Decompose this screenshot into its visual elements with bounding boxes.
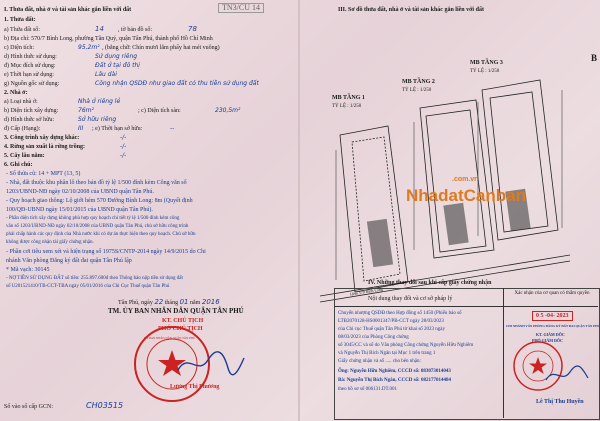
registry-value: CH03515 xyxy=(86,401,124,410)
other-works-value: -/- xyxy=(120,134,127,141)
other-works-heading: 3. Công trình xây dựng khác: xyxy=(4,135,80,141)
barcode-note: * Mã vạch: 30145 xyxy=(6,267,50,273)
change-line: của Chi cục Thuế quận Tân Phú tờ khai số 2023 ngày xyxy=(338,327,446,332)
confirmation-date-stamp: 0 5 -04- 2023 xyxy=(532,311,573,321)
buyer-line: Bà: Nguyễn Thị Bích Ngân, CCCD số: 082177014484 xyxy=(338,378,451,383)
column-header-content: Nội dung thay đổi và cơ sở pháp lý xyxy=(368,296,453,302)
column-header-confirm: Xác nhận của cơ quan có thẩm quyền xyxy=(514,291,590,296)
changes-table-divider xyxy=(503,288,504,418)
perennial-heading: 5. Cây lâu năm: xyxy=(4,153,45,159)
note-line: - Phần cơi tiêu xem xét và hiện trạng số 1975S/CNTP-2014 ngày 14/9/2015 do Chi xyxy=(6,249,206,255)
floor-plan-diagram xyxy=(300,50,600,250)
issue-date xyxy=(118,298,220,306)
usage-term-value: Lâu dài xyxy=(95,71,117,78)
ownership-term-value: -- xyxy=(170,125,175,132)
grade-value: III xyxy=(78,125,84,132)
registry-label: Số vào sổ cấp GCN: xyxy=(4,404,53,410)
seal-text: ỦY BAN NHÂN DÂN QUẬN TÂN PHÚ xyxy=(144,336,195,340)
usage-purpose-value: Đất ở tại đô thị xyxy=(95,62,140,69)
plot-area-value: 95,2m² xyxy=(78,44,100,51)
plot-number-value: 14 xyxy=(95,25,104,33)
ownership-value: Sở hữu riêng xyxy=(78,116,117,123)
signature xyxy=(176,350,246,378)
signer-name: Lương Thị Phương xyxy=(170,384,220,390)
confirmation-role-vice: PHÓ GIÁM ĐỐC xyxy=(532,338,563,343)
note-line: - Nhà, đất thuộc khu phân lô theo bản đồ tỷ lệ 1/500 đính kèm Công văn số xyxy=(6,180,187,186)
usage-term-label: e) Thời hạn sử dụng: xyxy=(4,72,54,78)
floor-area-value: 230,5m² xyxy=(215,107,241,114)
corner-letter: B xyxy=(591,53,598,63)
confirmation-signature xyxy=(544,366,590,386)
plot-area-words: , (bằng chữ: Chín mươi lăm phẩy hai mét vuông) xyxy=(102,45,220,51)
forest-heading: 4. Rừng sản xuất là rừng trồng: xyxy=(4,144,86,150)
note-line: phải chấp hành các quy định của Nhà nước khi có dự án thực hiện theo quy hoạch. Chủ sở hữu xyxy=(6,232,196,237)
date-year-label: năm xyxy=(190,300,201,306)
dossier-line: theo hồ sơ số 006131.DT.001 xyxy=(338,387,397,392)
floor-2-scale: TỶ LỆ : 1/250 xyxy=(402,88,432,93)
floor-1-scale: TỶ LỆ : 1/250 xyxy=(332,104,362,109)
change-line: Giấy chứng nhận và số ..... cho bên nhận: xyxy=(338,359,421,364)
notes-heading: 6. Ghi chú: xyxy=(4,162,33,168)
house-heading: 2. Nhà ở: xyxy=(4,90,28,96)
confirmation-signer: Lê Thị Thu Huyền xyxy=(536,399,584,405)
plot-number-label: a) Thửa đất số: xyxy=(4,27,40,33)
usage-form-value: Sử dụng riêng xyxy=(95,53,138,60)
section-3-heading: III. Sơ đồ thửa đất, nhà ở và tài sản khác gắn liền với đất xyxy=(338,7,484,13)
floor-3-scale: TỶ LỆ : 1/250 xyxy=(470,69,500,74)
watermark-domain: .com.vn xyxy=(452,176,479,183)
note-line: 1203/UBND-NĐ ngày 02/10/2008 của UBND quận Tân Phú. xyxy=(6,189,154,195)
map-sheet-label: , tờ bản đồ số: xyxy=(118,27,153,33)
floor-2-title: MB TẦNG 2 xyxy=(402,79,435,85)
debt-note: số U201521410/TB-CCT-TBA ngày 05/01/2016 của Chi Cục Thuế quận Tân Phú xyxy=(6,284,170,289)
date-prefix: Tân Phú, ngày xyxy=(118,300,153,306)
change-line: và Nguyễn Thị Bích Ngân tại Mục 1 trên trang 1 xyxy=(338,351,436,356)
debt-note: - NỢ TIỀN SỬ DỤNG ĐẤT số tiền: 255.897.600đ theo Thông báo nộp tiền sử dụng đất xyxy=(6,276,183,281)
build-area-label: b) Diện tích xây dựng: xyxy=(4,108,59,114)
watermark: NhadatCanban xyxy=(406,186,526,205)
map-sheet-value: 78 xyxy=(188,25,197,33)
plot-area-label: c) Diện tích: xyxy=(4,45,34,51)
floor-1-title: MB TẦNG 1 xyxy=(332,95,365,101)
authority-role-vice: PHÓ CHỦ TỊCH xyxy=(158,326,203,332)
land-plot-heading: 1. Thửa đất: xyxy=(4,17,36,23)
floor-area-label: ; c) Diện tích sàn: xyxy=(138,108,181,114)
house-type-value: Nhà ở riêng lẻ xyxy=(78,98,121,105)
change-line: 08/03/2023 của Phòng Công chứng xyxy=(338,335,409,340)
date-day: 22 xyxy=(154,298,164,306)
top-stamp: TN3/CU 14 xyxy=(218,3,264,13)
note-line: 100/QĐ-UBND ngày 15/01/2015 của UBND quận Tân Phú). xyxy=(6,207,153,213)
confirmation-role: KT. GIÁM ĐỐC xyxy=(536,332,565,337)
section-4-heading: IV. Những thay đổi sau khi cấp giấy chứng nhận xyxy=(368,280,492,286)
section-1-heading: I. Thửa đất, nhà ở và tài sản khác gắn liền với đất xyxy=(4,7,132,13)
forest-value: -/- xyxy=(120,143,127,150)
plot-address: b) Địa chỉ: 570/7 Bình Long, phường Tân Quý, quận Tân Phú, thành phố Hồ Chí Minh xyxy=(4,36,213,42)
note-line: nhánh Văn phòng Đăng ký đất đai quận Tân Phú lập xyxy=(6,258,132,264)
change-line: Chuyển nhượng QSDĐ theo Hợp đồng số 1450 (Phiếu báo số xyxy=(338,311,462,316)
note-line: - Số thửa cũ: 14 + MPT (13, 5) xyxy=(6,171,81,177)
authority-role: KT. CHỦ TỊCH xyxy=(162,318,204,324)
usage-origin-value: Công nhận QSDĐ như giao đất có thu tiền sử dụng đất xyxy=(95,80,259,87)
change-line: số 3045/CC và số do Văn phòng Công chứng Nguyễn Hữu Nghiêm xyxy=(338,343,474,348)
note-line: văn số 1203/UBND-NĐ ngày 02/10/2008 của UBND quận Tân Phú, chủ sở hữu công trình xyxy=(6,224,189,229)
date-month: 01 xyxy=(179,298,189,306)
floor-3-title: MB TẦNG 3 xyxy=(470,60,503,66)
house-type-label: a) Loại nhà ở: xyxy=(4,99,38,105)
change-line: LTB2070128-HS0001347/PB-CCT ngày 28/03/2023 xyxy=(338,319,444,324)
perennial-value: -/- xyxy=(120,152,127,159)
build-area-value: 76m² xyxy=(78,107,94,114)
usage-origin-label: g) Nguồn gốc sử dụng: xyxy=(4,81,60,87)
date-year: 2016 xyxy=(201,298,220,306)
authority-name: TM. ỦY BAN NHÂN DÂN QUẬN TÂN PHÚ xyxy=(108,307,244,315)
usage-purpose-label: đ) Mục đích sử dụng: xyxy=(4,63,56,69)
grade-label: đ) Cấp (Hạng): xyxy=(4,126,41,132)
note-line: không được công nhận tài giấy chứng nhận. xyxy=(6,240,94,245)
ownership-label: d) Hình thức sở hữu: xyxy=(4,117,55,123)
date-month-label: tháng xyxy=(164,300,179,306)
note-line: - Quy hoạch giao thông: Lộ giới hẻm 570 Đường Bình Long: 8m (Quyết định xyxy=(6,198,193,204)
confirmation-office: CHI NHÁNH VĂN PHÒNG ĐĂNG KÝ ĐẤT ĐAI QUẬN TÂN PHÚ xyxy=(506,324,600,328)
usage-form-label: d) Hình thức sử dụng: xyxy=(4,54,57,60)
ownership-term-label: ; e) Thời hạn sở hữu: xyxy=(92,126,143,132)
buyer-line: Ông: Nguyễn Hữu Nghiêm, CCCD số: 083073014043 xyxy=(338,369,451,374)
note-line: - Phần diện tích xây dựng không phù hợp quy hoạch chi tiết tỷ lệ 1/500 đính kèm công xyxy=(6,216,180,221)
street-label: Hẻm 570 Bình Long xyxy=(349,286,384,297)
changes-table-header-rule xyxy=(334,306,598,307)
